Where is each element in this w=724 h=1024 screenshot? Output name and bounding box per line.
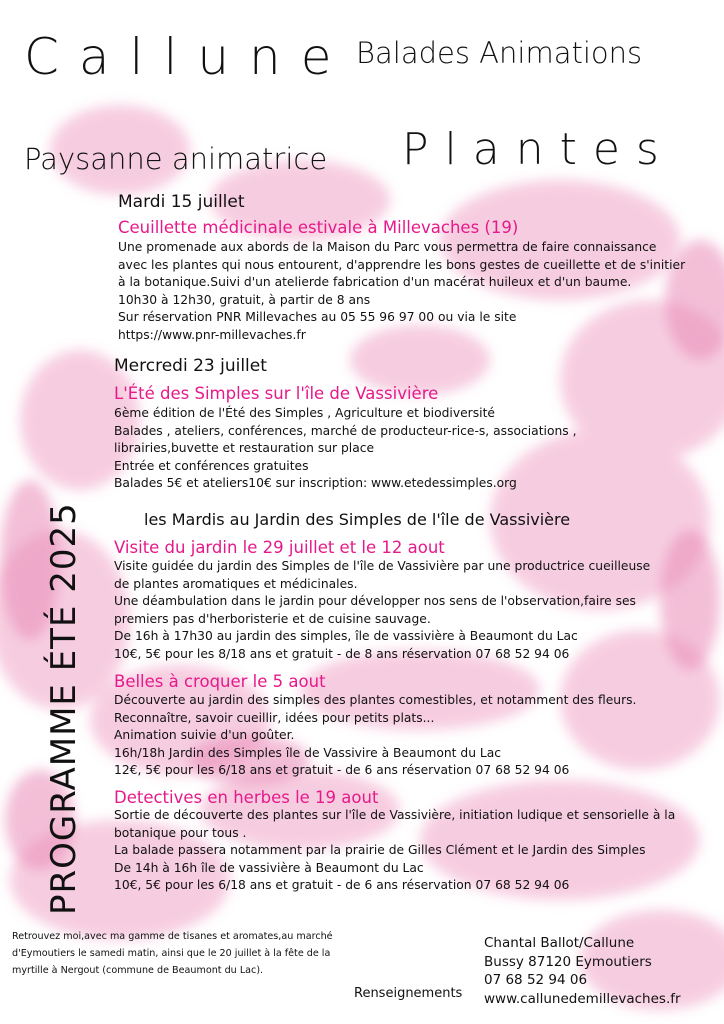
subtitle-paysanne: Paysanne animatrice <box>24 142 328 176</box>
contact-phone: 07 68 52 94 06 <box>484 972 588 988</box>
event-4-line: 16h/18h Jardin des Simples île de Vassivire à Beaumont du Lac <box>114 745 502 760</box>
contact-address: Bussy 87120 Eymoutiers <box>484 953 652 970</box>
event-5-title: Detectives en herbes le 19 aout <box>114 788 379 807</box>
event-1-line: à la botanique.Suivi d'un atelierde fabrication d'un macérat huileux et d'un baume. <box>118 275 632 289</box>
event-1-link[interactable]: https://www.pnr-millevaches.fr <box>118 327 306 342</box>
event-3 <box>114 538 650 663</box>
event-4-line: Reconnaître, savoir cueillir, idées pour petits plats... <box>114 710 435 725</box>
event-3-line: premiers pas d'herboristerie et de cuisine sauvage. <box>114 611 431 626</box>
renseignements-label: Renseignements <box>354 986 463 1001</box>
event-4-line: 12€, 5€ pour les 6/18 ans et gratuit - de 6 ans réservation 07 68 52 94 06 <box>114 763 570 777</box>
brand-name: Callune <box>24 28 352 86</box>
event-3-line: 10€, 5€ pour les 8/18 ans et gratuit - de 8 ans réservation 07 68 52 94 06 <box>114 646 570 661</box>
section-heading-mardis: les Mardis au Jardin des Simples de l'île de Vassivière <box>144 510 571 529</box>
event-1-title: Ceuillette médicinale estivale à Millevaches (19) <box>118 218 519 237</box>
event-3-line: Une déambulation dans le jardin pour développer nos sens de l'observation,faire ses <box>114 594 636 608</box>
event-5-line: 10€, 5€ pour les 6/18 ans et gratuit - de 6 ans réservation 07 68 52 94 06 <box>114 878 570 892</box>
event-2-line: Balades , ateliers, conférences, marché de producteur-rice-s, associations , <box>114 423 577 438</box>
event-3-line: De 16h à 17h30 au jardin des simples, île de vassivière à Beaumont du Lac <box>114 629 578 643</box>
event-2-content <box>114 384 577 493</box>
event-5 <box>114 788 675 895</box>
event-2-title: L'Été des Simples sur l'île de Vassivière <box>114 384 439 403</box>
event-5-line: Sortie de découverte des plantes sur l'île de Vassivière, initiation ludique et sensorielle à la <box>114 808 676 822</box>
event-3-line: de plantes aromatiques et médicinales. <box>114 576 358 591</box>
footer-market-note: Retrouvez moi,avec ma gamme de tisanes et aromates,au marché d'Eymoutiers le samedi matin, ainsi que le 20 juillet à la fête de la myrtille à Nergout (commune de Beaumont du Lac). <box>12 931 333 976</box>
event-1-date: Mardi 15 juillet <box>118 192 245 212</box>
event-2-line: librairies,buvette et restauration sur place <box>114 441 375 455</box>
event-5-line: De 14h à 16h île de vassivière à Beaumont du Lac <box>114 860 424 875</box>
event-5-line: La balade passera notamment par la prairie de Gilles Clément et le Jardin des Simples <box>114 843 646 857</box>
subtitle-balades: Balades Animations <box>356 36 643 70</box>
contact-website-link[interactable]: www.callunedemillevaches.fr <box>484 990 681 1007</box>
event-1-line: Une promenade aux abords de la Maison du Parc vous permettra de faire connaissance <box>118 240 657 254</box>
event-5-line: botanique pour tous . <box>114 825 247 840</box>
event-4-title: Belles à croquer le 5 aout <box>114 672 326 691</box>
event-4-line: Animation suivie d'un goûter. <box>114 728 295 742</box>
event-3-line: Visite guidée du jardin des Simples de l'île de Vassivière par une productrice cueilleuse <box>114 559 651 573</box>
programme-vertical-title: PROGRAMME ÉTÉ 2025 <box>44 502 84 915</box>
event-1-content <box>118 218 685 344</box>
event-2 <box>114 356 267 376</box>
event-1-line: Sur réservation PNR Millevaches au 05 55 96 97 00 ou via le site <box>118 310 517 324</box>
event-2-line: 6ème édition de l'Été des Simples , Agriculture et biodiversité <box>114 406 495 420</box>
contact-name: Chantal Ballot/Callune <box>484 935 635 951</box>
event-1-line: 10h30 à 12h30, gratuit, à partir de 8 ans <box>118 292 371 307</box>
event-4 <box>114 672 636 780</box>
contact-block <box>484 934 681 1008</box>
event-2-line: Entrée et conférences gratuites <box>114 458 309 473</box>
plantes-title: Plantes <box>402 124 675 175</box>
event-1 <box>118 192 245 212</box>
event-3-title: Visite du jardin le 29 juillet et le 12 aout <box>114 538 445 557</box>
event-4-line: Découverte au jardin des simples des plantes comestibles, et notamment des fleurs. <box>114 693 637 707</box>
event-1-line: avec les plantes qui nous entourent, d'apprendre les bons gestes de cueillette et de s'initier <box>118 257 686 272</box>
event-2-date: Mercredi 23 juillet <box>114 356 267 376</box>
event-2-line: Balades 5€ et ateliers10€ sur inscription: www.etedessimples.org <box>114 476 517 490</box>
